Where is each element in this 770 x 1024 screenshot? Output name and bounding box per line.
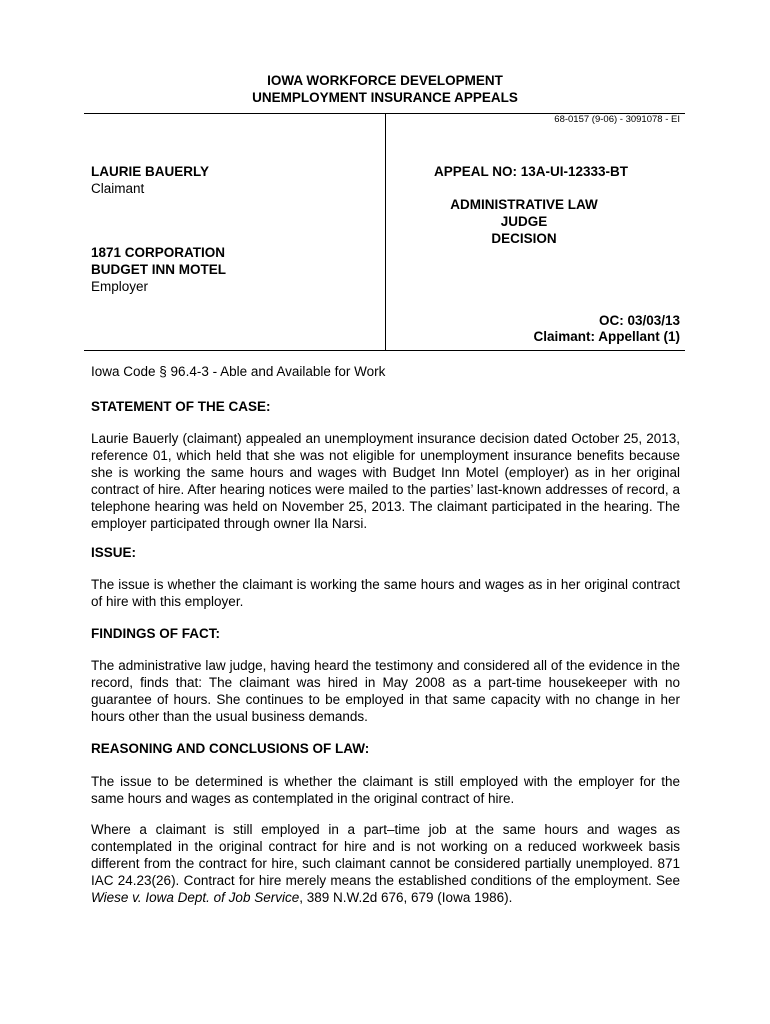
bottom-divider bbox=[84, 350, 685, 351]
findings-text: The administrative law judge, having heard the testimony and considered all of the evidence in the record, finds that: The claimant was hired in May 2008 as a part-time housekeeper with no guarantee of hours. She continues to be employed in that same capacity with no change in her hours other than the usual business demands. bbox=[91, 658, 680, 724]
case-citation: Wiese v. Iowa Dept. of Job Service bbox=[91, 890, 300, 905]
decision-title-line2: DECISION bbox=[491, 231, 557, 246]
statement-heading: STATEMENT OF THE CASE: bbox=[91, 399, 271, 414]
agency-title: IOWA WORKFORCE DEVELOPMENT bbox=[267, 73, 503, 88]
issue-text: The issue is whether the claimant is working the same hours and wages as in her original contract of hire with this employer. bbox=[91, 577, 680, 609]
claimant-name: LAURIE BAUERLY bbox=[91, 164, 210, 179]
reasoning-text-1: The issue to be determined is whether the claimant is still employed with the employer for the same hours and wages as contemplated in the original contract of hire. bbox=[91, 774, 680, 806]
code-reference: Iowa Code § 96.4-3 - Able and Available for Work bbox=[91, 364, 386, 379]
findings-heading: FINDINGS OF FACT: bbox=[91, 626, 220, 641]
decision-title-line1: ADMINISTRATIVE LAW JUDGE bbox=[450, 197, 598, 229]
form-number: 68-0157 (9-06) - 3091078 - EI bbox=[554, 114, 680, 125]
decision-title bbox=[434, 196, 614, 247]
reasoning-text-2-part1: Where a claimant is still employed in a part–time job at the same hours and wages as contemplated in the original contract for hire and is not working on a reduced workweek basis different from the contract for hire, such claimant cannot be considered partially unemployed. 871 IAC 24.23(26). Contract for hire merely means the established conditions of the employment. See bbox=[91, 822, 680, 888]
reasoning-text-2 bbox=[91, 821, 680, 906]
reasoning-text-2-part2: , 389 N.W.2d 676, 679 (Iowa 1986). bbox=[299, 890, 513, 905]
employer-role: Employer bbox=[91, 279, 149, 294]
vertical-divider bbox=[385, 113, 386, 351]
appeal-number: APPEAL NO: 13A-UI-12333-BT bbox=[434, 164, 629, 179]
agency-subtitle: UNEMPLOYMENT INSURANCE APPEALS bbox=[252, 90, 518, 105]
oc-date: OC: 03/03/13 bbox=[598, 313, 680, 328]
employer-name-line2: BUDGET INN MOTEL bbox=[91, 262, 226, 277]
employer-name-line1: 1871 CORPORATION bbox=[91, 245, 226, 260]
claimant-status: Claimant: Appellant (1) bbox=[533, 329, 680, 344]
reasoning-heading: REASONING AND CONCLUSIONS OF LAW: bbox=[91, 741, 370, 756]
statement-text: Laurie Bauerly (claimant) appealed an unemployment insurance decision dated October 25, 2013, reference 01, which held that she was not eligible for unemployment insurance benefits because she is working the same hours and wages with Budget Inn Motel (employer) as in her original contract of hire. After hearing notices were mailed to the parties’ last-known addresses of record, a telephone hearing was held on November 25, 2013. The claimant participated in the hearing. The employer participated through owner Ila Narsi. bbox=[91, 431, 680, 531]
claimant-role: Claimant bbox=[91, 181, 145, 196]
issue-heading: ISSUE: bbox=[91, 545, 137, 560]
